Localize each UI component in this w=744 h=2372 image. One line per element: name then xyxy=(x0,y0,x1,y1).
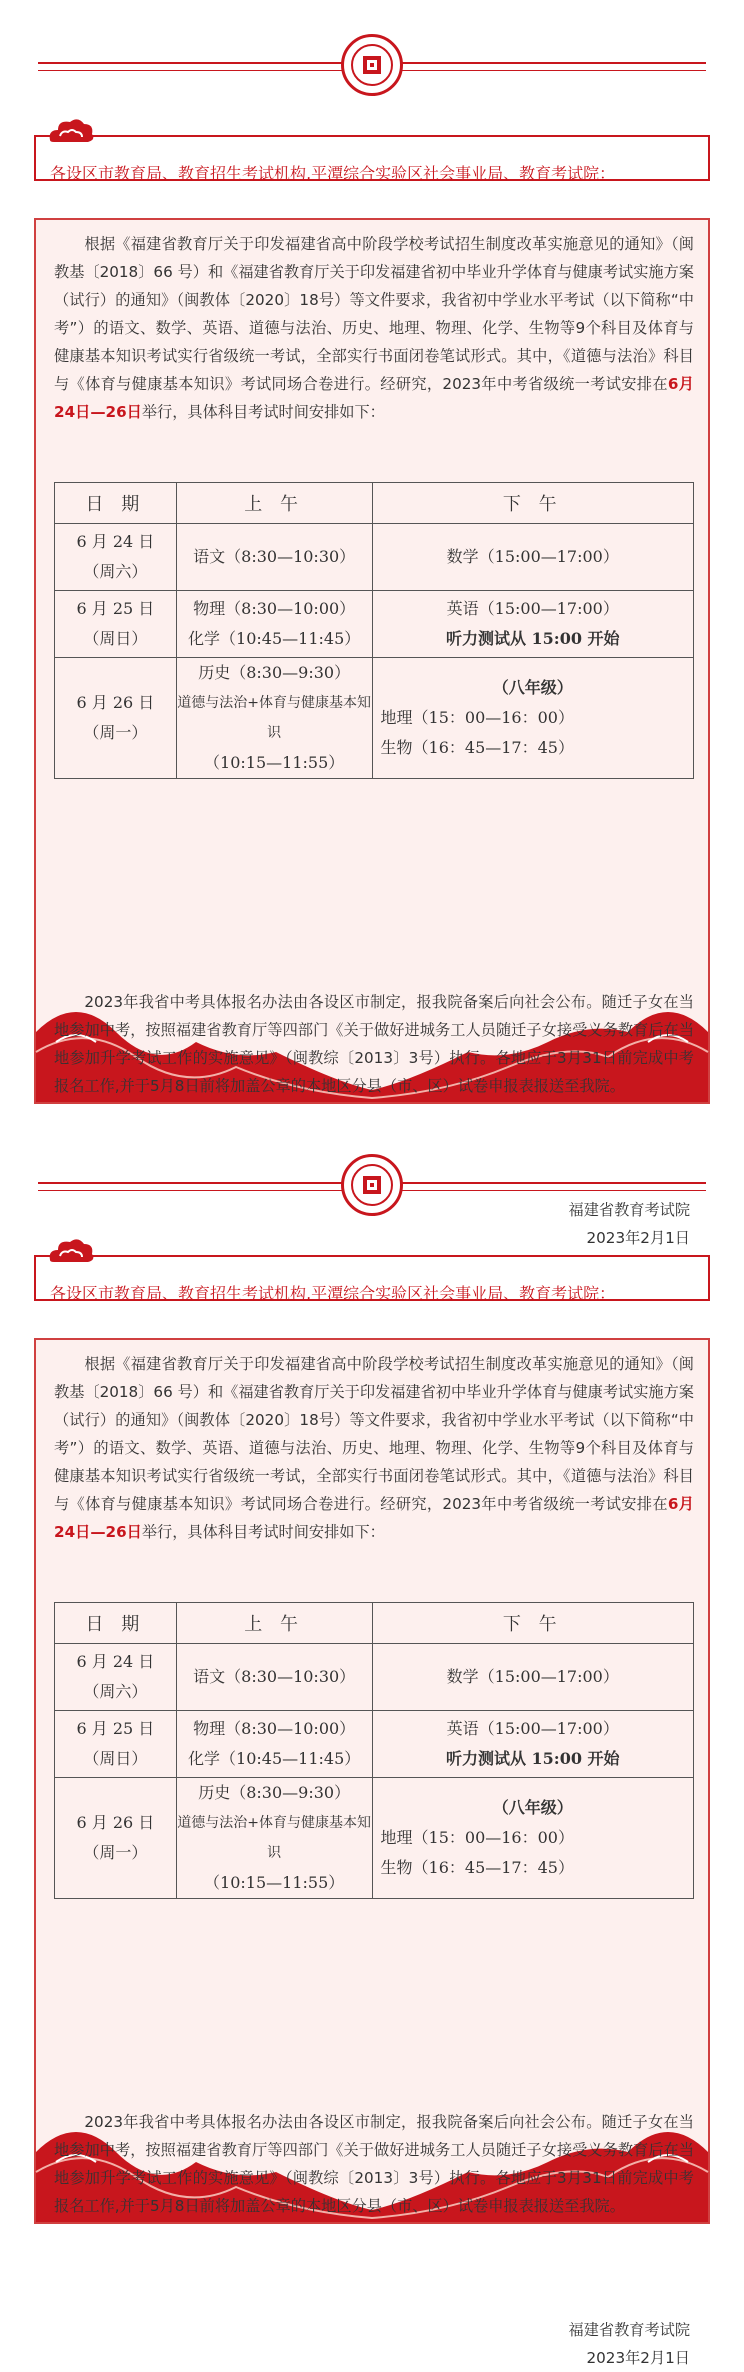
notice-section-2 xyxy=(0,1120,744,2367)
row-weekday: （周六） xyxy=(83,1682,148,1701)
header-afternoon: 下 午 xyxy=(372,1603,693,1644)
row-date: 6 月 26 日 xyxy=(76,693,155,712)
signature-org: 福建省教育考试院 xyxy=(568,1201,690,1219)
morning-exam-time: （10:15—11:55） xyxy=(204,753,345,772)
exam-schedule-table xyxy=(54,482,694,779)
signature-org: 福建省教育考试院 xyxy=(568,2321,690,2339)
signature-date: 2023年2月1日 xyxy=(586,1229,690,1247)
afternoon-exam: 数学（15:00—17:00） xyxy=(446,1667,619,1686)
afternoon-exam: 生物（16：45—17：45） xyxy=(380,738,574,757)
table-row xyxy=(55,658,694,779)
morning-exam: 道德与法治+体育与健康基本知识 xyxy=(177,695,372,741)
header-date: 日 期 xyxy=(55,1603,177,1644)
morning-exam: 物理（8:30—10:00） xyxy=(193,1719,356,1738)
header-morning: 上 午 xyxy=(176,1603,372,1644)
afternoon-exam: 生物（16：45—17：45） xyxy=(380,1858,574,1877)
emblem-icon xyxy=(341,1154,403,1216)
auspicious-cloud-icon xyxy=(46,116,96,146)
listening-note: 听力测试从 15:00 开始 xyxy=(445,1749,620,1768)
morning-exam: 道德与法治+体育与健康基本知识 xyxy=(177,1815,372,1861)
morning-exam-time: （10:15—11:55） xyxy=(204,1873,345,1892)
row-date: 6 月 24 日 xyxy=(76,1652,155,1671)
header-morning: 上 午 xyxy=(176,483,372,524)
afternoon-exam: 英语（15:00—17:00） xyxy=(446,1719,619,1738)
notice-panel xyxy=(34,1338,710,2367)
registration-paragraph: 2023年我省中考具体报名办法由各设区市制定，报我院备案后向社会公布。随迁子女在当地参加中考，按照福建省教育厅等四部门《关于做好进城务工人员随迁子女接受义务教育后在当地参加升学考试工作的实施意见》（闽教综〔2013〕3号）执行。各地应于3月31日前完成中考报名工作,并于5月8日前将加盖公章的本地区分县（市、区）试卷申报表报送至我院。 xyxy=(54,993,694,1095)
morning-exam: 物理（8:30—10:00） xyxy=(193,599,356,618)
header-afternoon: 下 午 xyxy=(372,483,693,524)
auspicious-cloud-icon xyxy=(46,1236,96,1266)
intro-paragraph: 根据《福建省教育厅关于印发福建省高中阶段学校考试招生制度改革实施意见的通知》（闽教基〔2018〕66 号）和《福建省教育厅关于印发福建省初中毕业升学体育与健康考试实施方案（试行）的通知》（闽教体〔2020〕18号）等文件要求，我省初中学业水平考试（以下简称“中考”）的语文、数学、英语、道德与法治、历史、地理、物理、化学、生物等9个科目及体育与健康基本知识考试实行省级统一考试，全部实行书面闭卷笔试形式。其中，《道德与法治》科目与《体育与健康基本知识》考试同场合卷进行。经研究，2023年中考省级统一考试安排在6月24日—26日举行，具体科目考试时间安排如下： xyxy=(54,235,694,421)
morning-exam: 历史（8:30—9:30） xyxy=(198,663,351,682)
addressee-text: 各设区市教育局、教育招生考试机构,平潭综合实验区社会事业局、教育考试院： xyxy=(50,1284,616,1303)
exam-schedule-table xyxy=(54,1602,694,1899)
row-date: 6 月 26 日 xyxy=(76,1813,155,1832)
signature-date: 2023年2月1日 xyxy=(586,2349,690,2367)
morning-exam: 化学（10:45—11:45） xyxy=(188,1749,361,1768)
intro-paragraph: 根据《福建省教育厅关于印发福建省高中阶段学校考试招生制度改革实施意见的通知》（闽教基〔2018〕66 号）和《福建省教育厅关于印发福建省初中毕业升学体育与健康考试实施方案（试行）的通知》（闽教体〔2020〕18号）等文件要求，我省初中学业水平考试（以下简称“中考”）的语文、数学、英语、道德与法治、历史、地理、物理、化学、生物等9个科目及体育与健康基本知识考试实行省级统一考试，全部实行书面闭卷笔试形式。其中，《道德与法治》科目与《体育与健康基本知识》考试同场合卷进行。经研究，2023年中考省级统一考试安排在6月24日—26日举行，具体科目考试时间安排如下： xyxy=(54,1355,694,1541)
notice-panel xyxy=(34,218,710,1247)
exam-date-highlight: 6月24日—26日 xyxy=(54,1495,694,1541)
row-date: 6 月 25 日 xyxy=(76,599,155,618)
morning-exam: 语文（8:30—10:30） xyxy=(193,547,356,566)
addressee-text: 各设区市教育局、教育招生考试机构,平潭综合实验区社会事业局、教育考试院： xyxy=(50,164,616,183)
row-weekday: （周一） xyxy=(83,1843,148,1862)
listening-note: 听力测试从 15:00 开始 xyxy=(445,629,620,648)
table-row xyxy=(55,1711,694,1778)
table-row xyxy=(55,1778,694,1899)
row-date: 6 月 24 日 xyxy=(76,532,155,551)
grade-label: （八年级） xyxy=(492,678,573,697)
table-row xyxy=(55,524,694,591)
afternoon-exam: 地理（15：00—16：00） xyxy=(380,1828,574,1847)
emblem-icon xyxy=(341,34,403,96)
registration-paragraph: 2023年我省中考具体报名办法由各设区市制定，报我院备案后向社会公布。随迁子女在当地参加中考，按照福建省教育厅等四部门《关于做好进城务工人员随迁子女接受义务教育后在当地参加升学考试工作的实施意见》（闽教综〔2013〕3号）执行。各地应于3月31日前完成中考报名工作,并于5月8日前将加盖公章的本地区分县（市、区）试卷申报表报送至我院。 xyxy=(54,2113,694,2215)
table-row xyxy=(55,1644,694,1711)
afternoon-exam: 数学（15:00—17:00） xyxy=(446,547,619,566)
morning-exam: 历史（8:30—9:30） xyxy=(198,1783,351,1802)
exam-date-highlight: 6月24日—26日 xyxy=(54,375,694,421)
afternoon-exam: 地理（15：00—16：00） xyxy=(380,708,574,727)
row-weekday: （周日） xyxy=(83,629,148,648)
table-row xyxy=(55,591,694,658)
morning-exam: 语文（8:30—10:30） xyxy=(193,1667,356,1686)
morning-exam: 化学（10:45—11:45） xyxy=(188,629,361,648)
afternoon-exam: 英语（15:00—17:00） xyxy=(446,599,619,618)
row-weekday: （周日） xyxy=(83,1749,148,1768)
row-weekday: （周一） xyxy=(83,723,148,742)
header-date: 日 期 xyxy=(55,483,177,524)
grade-label: （八年级） xyxy=(492,1798,573,1817)
row-date: 6 月 25 日 xyxy=(76,1719,155,1738)
row-weekday: （周六） xyxy=(83,562,148,581)
